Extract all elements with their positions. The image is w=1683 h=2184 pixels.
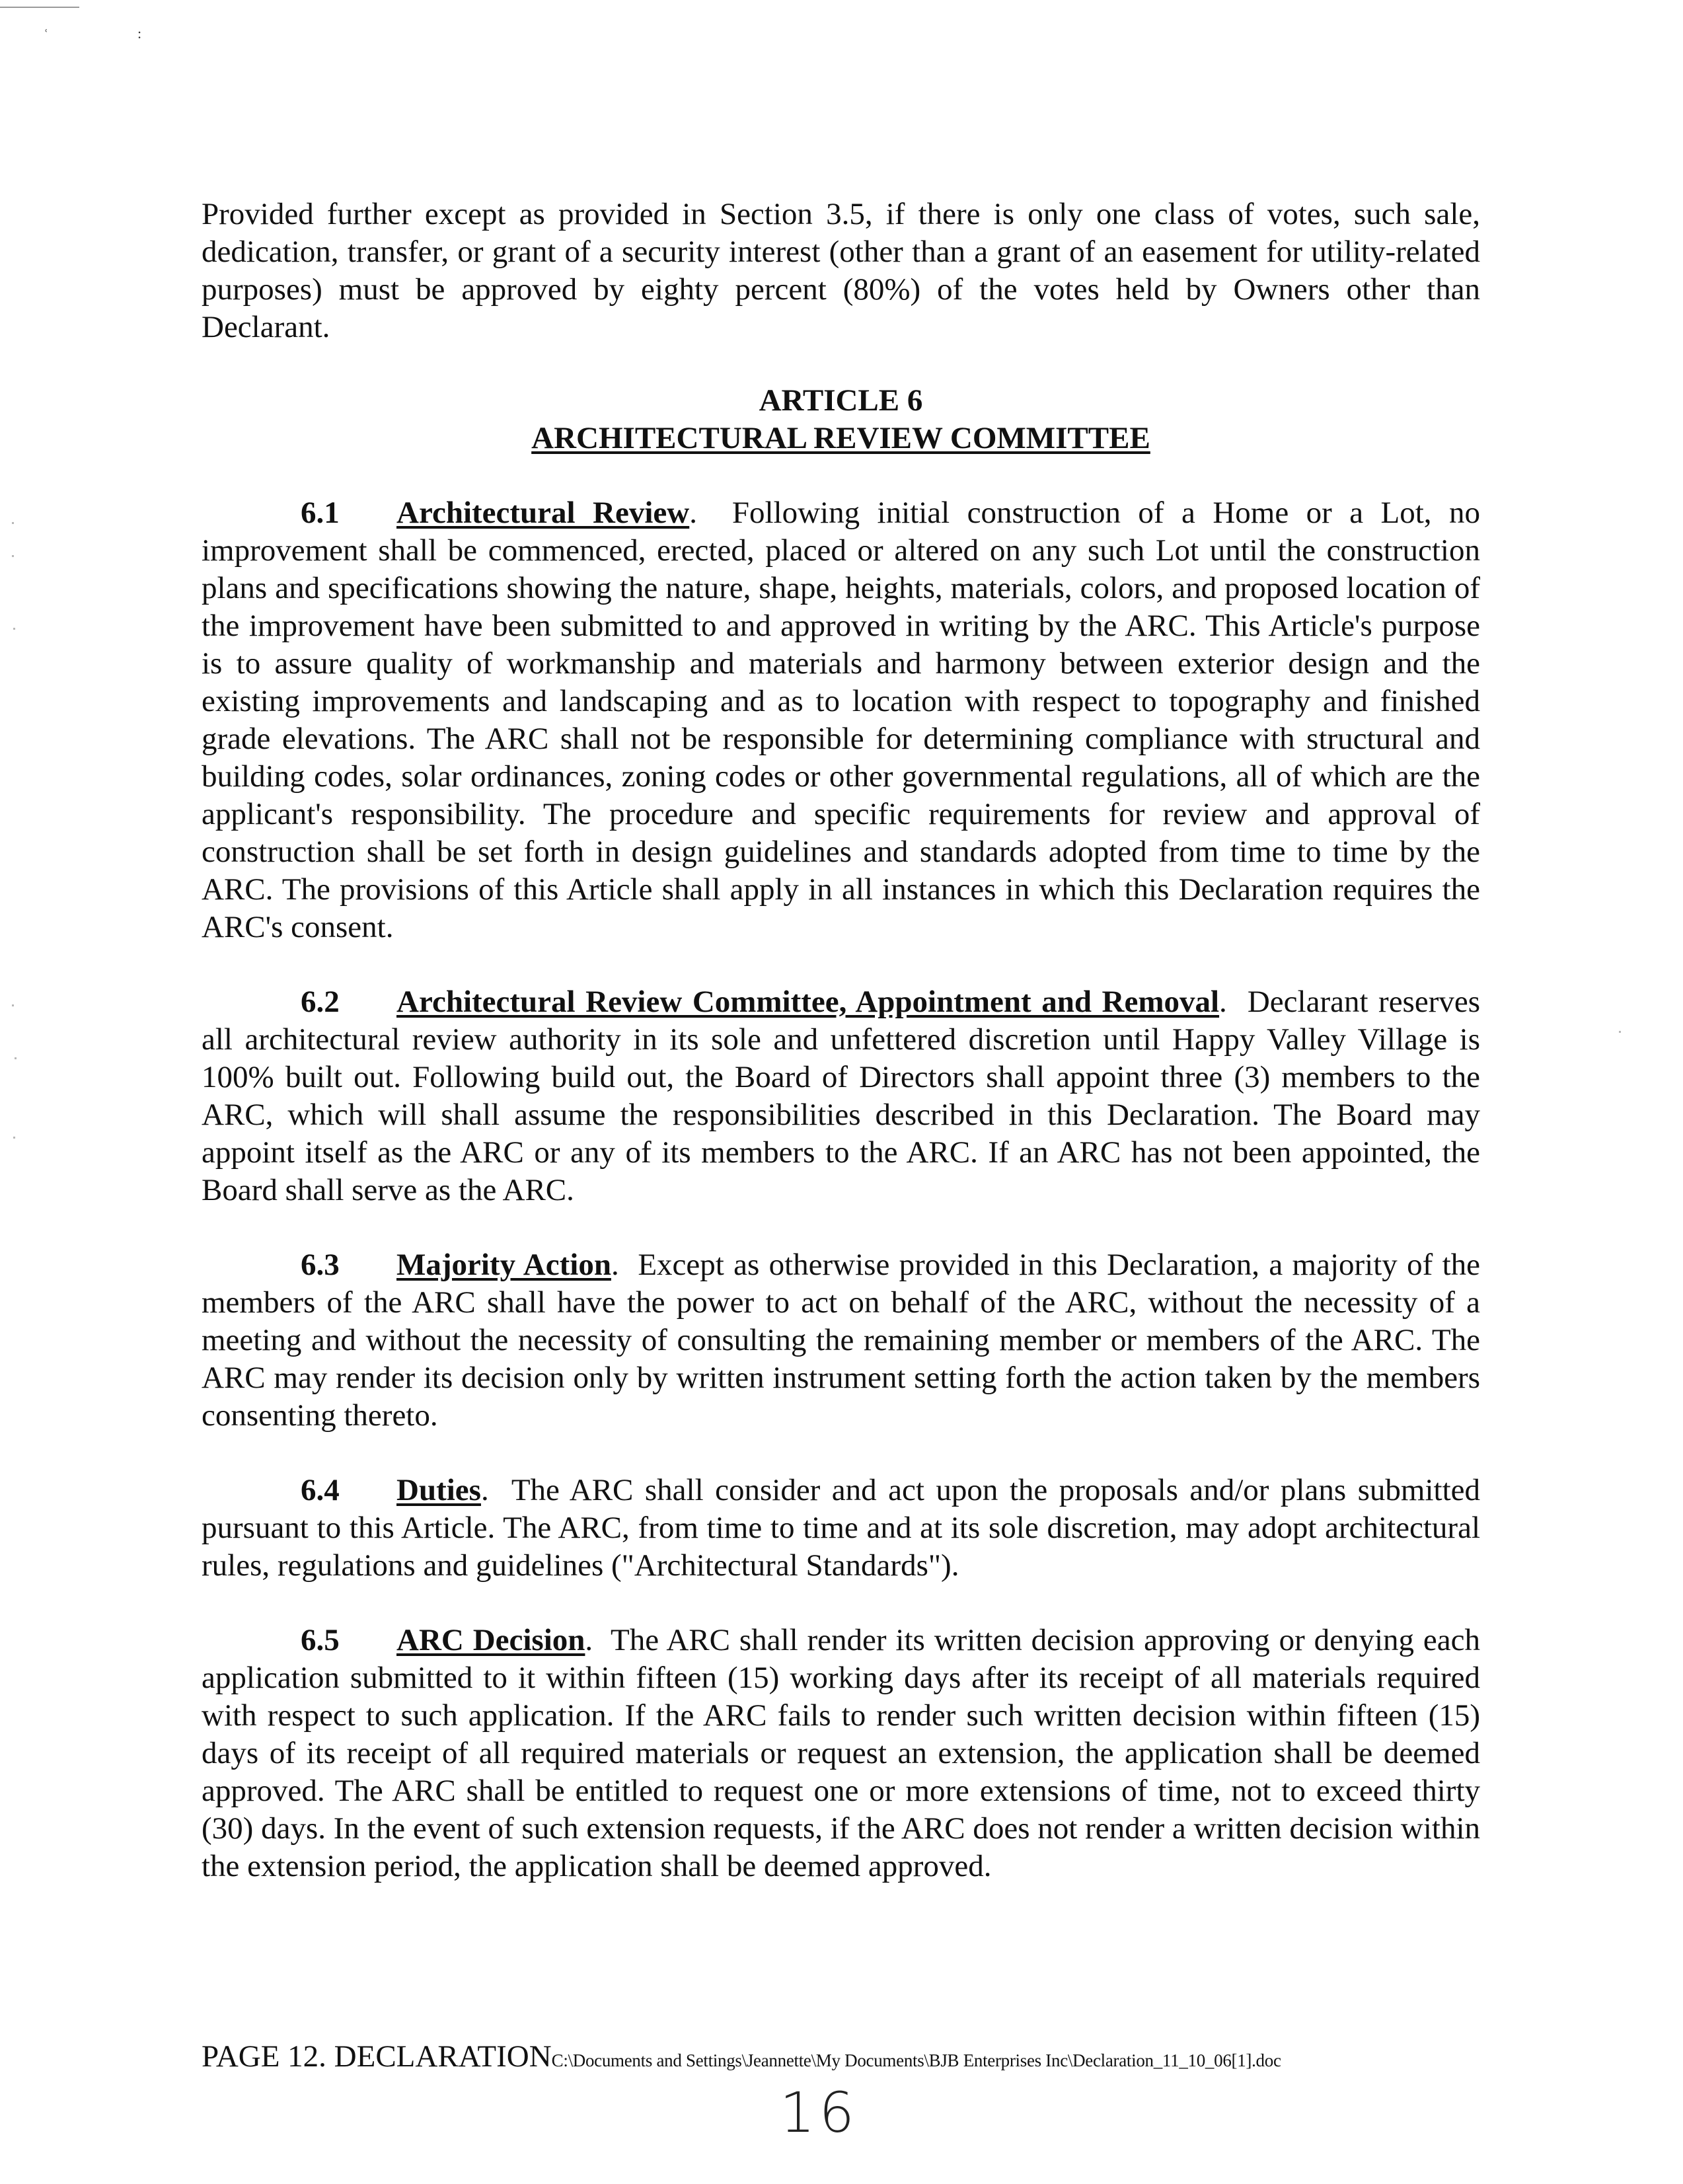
section-number: 6.4 [301, 1473, 340, 1507]
section-title: Architectural Review [396, 496, 690, 530]
margin-speck [12, 555, 14, 557]
section-title: ARC Decision [396, 1623, 585, 1657]
section-body: Except as otherwise provided in this Declaration, a majority of the members of the ARC shall have the power to act on behalf of the ARC, without the necessity of a meeting and without the necessity of consulting the remaining member or members of the ARC. The ARC may render its decision only by written instrument setting forth the action taken by the members consenting thereto. [202, 1248, 1480, 1433]
section-body: The ARC shall render its written decision approving or denying each application submitted to it within fifteen (15) working days after its receipt of all materials required with respect to such application. If the ARC fails to render such written decision within fifteen (15) days of its receipt of all required materials or request an extension, the application shall be deemed approved. The ARC shall be entitled to request one or more extensions of time, not to exceed thirty (30) days. In the event of such extension requests, if the ARC does not render a written decision within the extension period, the application shall be deemed approved. [202, 1623, 1480, 1883]
section-6-5: 6.5 ARC Decision. The ARC shall render its written decision approving or denying each application submitted to it within fifteen (15) working days after its receipt of all materials required with respect to such application. If the ARC fails to render such written decision within fifteen (15) days of its receipt of all required materials or request an extension, the application shall be deemed approved. The ARC shall be entitled to request one or more extensions of time, not to exceed thirty (30) days. In the event of such extension requests, if the ARC does not render a written decision within the extension period, the application shall be deemed approved. [202, 1623, 1480, 1883]
margin-speck [15, 1057, 17, 1059]
section-6-3: 6.3 Majority Action. Except as otherwise provided in this Declaration, a majority of the members of the ARC shall have the power to act on behalf of the ARC, without the necessity of a meeting and without the necessity of consulting the remaining member or members of the ARC. The ARC may render its decision only by written instrument setting forth the action taken by the members consenting thereto. [202, 1248, 1480, 1433]
article-number: ARTICLE 6 [759, 383, 923, 418]
document-body [202, 196, 1480, 1885]
section-number: 6.2 [301, 985, 340, 1019]
margin-speck [13, 1137, 15, 1139]
footer-label: PAGE 12. DECLARATION [202, 2039, 552, 2074]
section-title: Architectural Review Committee, Appointment and Removal [396, 985, 1220, 1019]
margin-speck [13, 628, 15, 630]
scan-mark-left: ʿ [44, 26, 49, 43]
page-footer [202, 2039, 1523, 2074]
section-number: 6.3 [301, 1248, 340, 1282]
section-body: Declarant reserves all architectural review authority in its sole and unfettered discretion until Happy Valley Village is 100% built out. Following build out, the Board of Directors shall appoint three (3) members to the ARC, which will shall assume the responsibilities described in this Declaration. The Board may appoint itself as the ARC or any of its members to the ARC. If an ARC has not been appointed, the Board shall serve as the ARC. [202, 985, 1481, 1207]
handwritten-page-number: 16 [780, 2080, 858, 2145]
article-title: ARCHITECTURAL REVIEW COMMITTEE [531, 421, 1150, 455]
margin-speck [1619, 1031, 1621, 1033]
article-heading [202, 382, 1480, 457]
footer-file-path: C:\Documents and Settings\Jeannette\My Documents\BJB Enterprises Inc\Declaration_11_10_06[1].doc [551, 2051, 1281, 2070]
scan-artifact-line [0, 7, 79, 8]
section-6-4: 6.4 Duties. The ARC shall consider and act upon the proposals and/or plans submitted pursuant to this Article. The ARC, from time to time and at its sole discretion, may adopt architectural rules, regulations and guidelines ("Architectural Standards"). [202, 1473, 1481, 1583]
margin-speck [12, 522, 14, 524]
section-6-2: 6.2 Architectural Review Committee, Appointment and Removal. Declarant reserves all architectural review authority in its sole and unfettered discretion until Happy Valley Village is 100% built out. Following build out, the Board of Directors shall appoint three (3) members to the ARC, which will shall assume the responsibilities described in this Declaration. The Board may appoint itself as the ARC or any of its members to the ARC. If an ARC has not been appointed, the Board shall serve as the ARC. [202, 985, 1481, 1207]
scan-mark-right: : [137, 25, 142, 42]
section-body: Following initial construction of a Home or a Lot, no improvement shall be commenced, erected, placed or altered on any such Lot until the construction plans and specifications showing the nature, shape, heights, materials, colors, and proposed location of the improvement have been submitted to and approved in writing by the ARC. This Article's purpose is to assure quality of workmanship and materials and harmony between exterior design and the existing improvements and landscaping and as to location with respect to topography and finished grade elevations. The ARC shall not be responsible for determining compliance with structural and building codes, solar ordinances, zoning codes or other governmental regulations, all of which are the applicant's responsibility. The procedure and specific requirements for review and approval of construction shall be set forth in design guidelines and standards adopted from time to time by the ARC. The provisions of this Article shall apply in all instances in which this Declaration requires the ARC's consent. [202, 496, 1480, 944]
section-number: 6.5 [301, 1623, 340, 1657]
section-title: Majority Action [396, 1248, 611, 1282]
intro-paragraph: Provided further except as provided in Section 3.5, if there is only one class of votes, such sale, dedication, transfer, or grant of a security interest (other than a grant of an easement for utility-related purposes) must be approved by eighty percent (80%) of the votes held by Owners other than Declarant. [202, 197, 1480, 344]
margin-speck [12, 1004, 14, 1006]
section-title: Duties [396, 1473, 481, 1507]
section-number: 6.1 [301, 496, 340, 530]
section-body: The ARC shall consider and act upon the proposals and/or plans submitted pursuant to this Article. The ARC, from time to time and at its sole discretion, may adopt architectural rules, regulations and guidelines ("Architectural Standards"). [202, 1473, 1481, 1583]
section-6-1: 6.1 Architectural Review. Following initial construction of a Home or a Lot, no improvement shall be commenced, erected, placed or altered on any such Lot until the construction plans and specifications showing the nature, shape, heights, materials, colors, and proposed location of the improvement have been submitted to and approved in writing by the ARC. This Article's purpose is to assure quality of workmanship and materials and harmony between exterior design and the existing improvements and landscaping and as to location with respect to topography and finished grade elevations. The ARC shall not be responsible for determining compliance with structural and building codes, solar ordinances, zoning codes or other governmental regulations, all of which are the applicant's responsibility. The procedure and specific requirements for review and approval of construction shall be set forth in design guidelines and standards adopted from time to time by the ARC. The provisions of this Article shall apply in all instances in which this Declaration requires the ARC's consent. [202, 496, 1480, 944]
